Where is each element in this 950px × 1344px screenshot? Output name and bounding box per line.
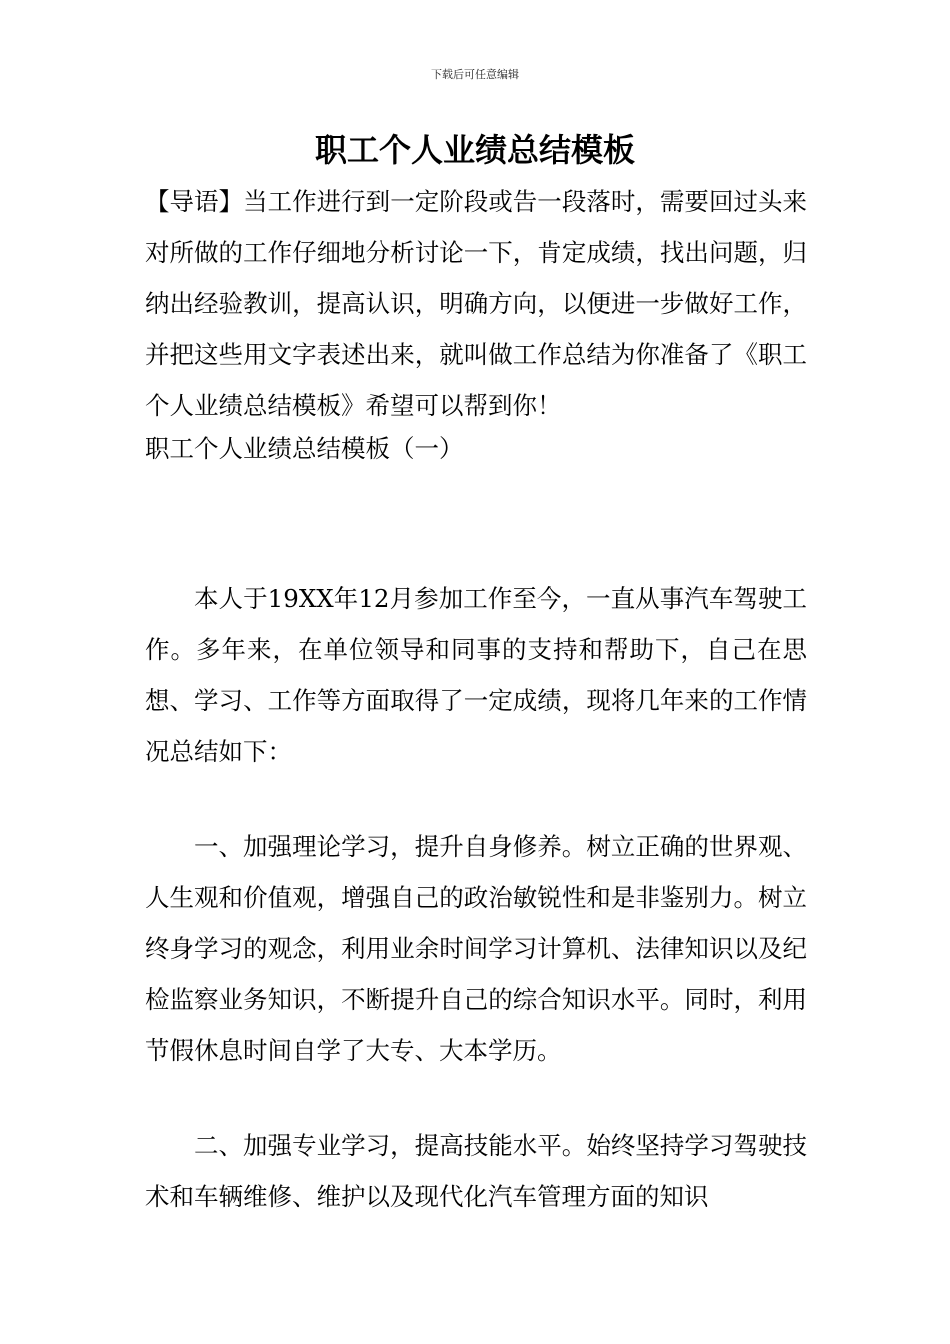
body-paragraph: 本人于19XX年12月参加工作至今，一直从事汽车驾驶工作。多年来，在单位领导和同事的支持和帮助下，自己在思想、学习、工作等方面取得了一定成绩，现将几年来的工作情况总结如下： bbox=[145, 584, 807, 766]
body-paragraph: 二、加强专业学习，提高技能水平。始终坚持学习驾驶技术和车辆维修、维护以及现代化汽车管理方面的知识 bbox=[145, 1131, 807, 1211]
page-title: 职工个人业绩总结模板 bbox=[314, 131, 635, 169]
intro-paragraph: 【导语】当工作进行到一定阶段或告一段落时，需要回过头来对所做的工作仔细地分析讨论一下，肯定成绩，找出问题，归纳出经验教训，提高认识，明确方向，以便进一步做好工作，并把这些用文字表述出来，就叫做工作总结为你准备了《职工个人业绩总结模板》希望可以帮到你！ bbox=[145, 187, 807, 420]
header-note: 下载后可任意编辑 bbox=[431, 68, 519, 81]
body-paragraph: 一、加强理论学习，提升自身修养。树立正确的世界观、人生观和价值观，增强自己的政治敏锐性和是非鉴别力。树立终身学习的观念，利用业余时间学习计算机、法律知识以及纪检监察业务知识，不断提升自己的综合知识水平。同时，利用节假休息时间自学了大专、大本学历。 bbox=[145, 832, 807, 1065]
section-subtitle: 职工个人业绩总结模板（一） bbox=[145, 434, 464, 463]
